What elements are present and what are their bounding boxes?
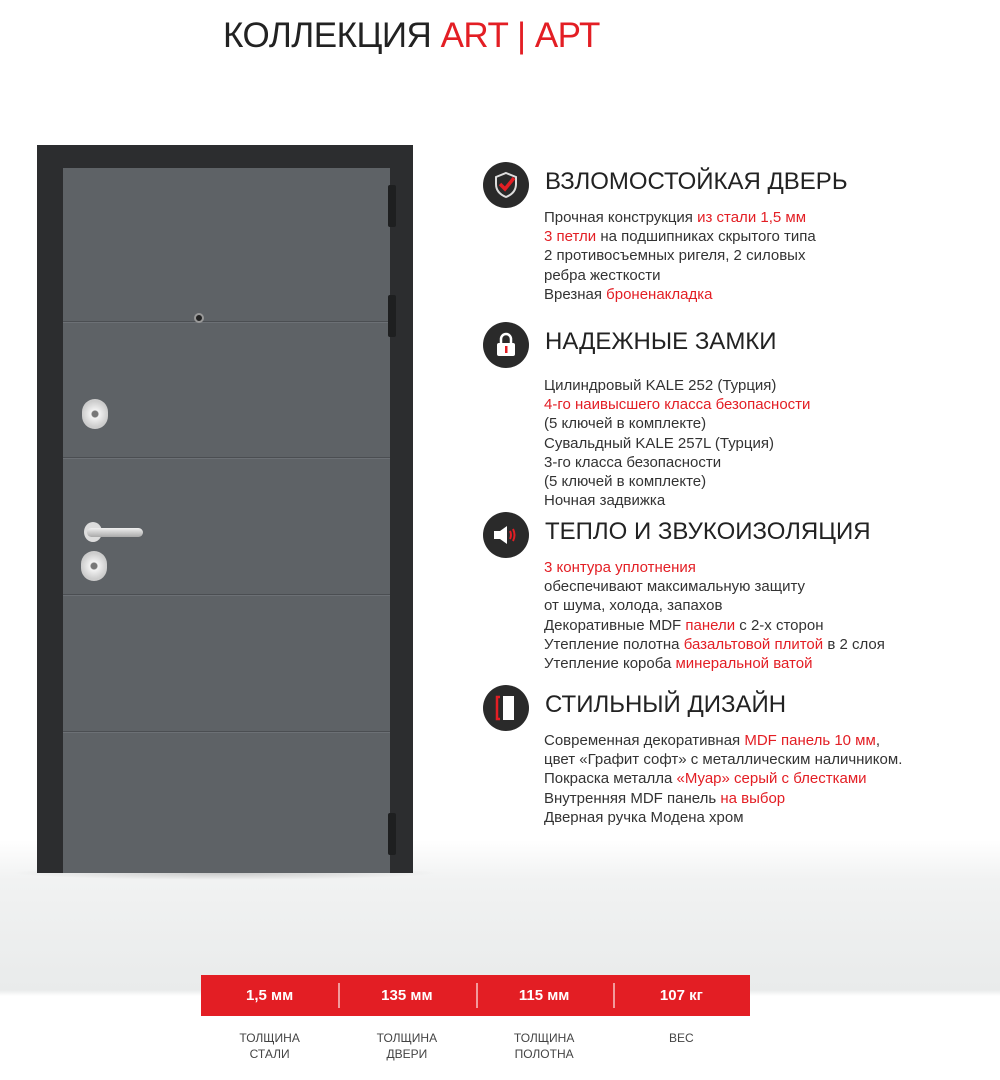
feature-line [544, 616, 885, 635]
feature-heading: ТЕПЛО И ЗВУКОИЗОЛЯЦИЯ [545, 518, 871, 545]
feature-line [544, 285, 816, 304]
feature-line [544, 472, 810, 491]
text: Внутренняя MDF панель [544, 789, 721, 807]
text: (5 ключей в комплекте) [544, 415, 707, 433]
text: Покраска металла [544, 770, 677, 788]
feature-description [544, 208, 816, 304]
text: с 2-х сторон [735, 616, 824, 634]
text: Прочная конструкция [544, 209, 698, 226]
feature-line [544, 453, 810, 472]
spec-value: 1,5 мм [246, 987, 294, 1004]
feature-description [544, 731, 902, 827]
title-accent: ART | АРТ [440, 16, 600, 55]
peephole [194, 313, 204, 323]
text: , [875, 732, 880, 749]
feature-heading: ВЗЛОМОСТОЙКАЯ ДВЕРЬ [545, 168, 848, 195]
feature-line [544, 654, 885, 673]
highlight-text: на выбор [720, 789, 786, 807]
door-icon [483, 685, 529, 731]
feature-line [544, 266, 816, 285]
door-handle [87, 528, 143, 537]
feature-line [544, 635, 885, 654]
cylinder-lock [82, 399, 108, 429]
feature-line [544, 395, 810, 414]
panel-seam [63, 457, 390, 459]
highlight-text: «Муар» серый с блестками [676, 770, 867, 788]
highlight-text: базальтовой плитой [683, 635, 824, 653]
highlight-text: 4-го наивысшего класса безопасности [544, 396, 811, 414]
text: Врезная [544, 285, 607, 303]
hinge [388, 295, 396, 337]
feature-line [544, 246, 816, 265]
spec-labels [201, 1030, 750, 1062]
door-leaf [63, 168, 390, 873]
panel-seam [63, 321, 390, 323]
text: Декоративные MDF [544, 616, 686, 634]
feature-heading: СТИЛЬНЫЙ ДИЗАЙН [545, 691, 787, 718]
feature-heading: НАДЕЖНЫЕ ЗАМКИ [545, 328, 777, 355]
spec-label: ТОЛЩИНА ДВЕРИ [376, 1031, 438, 1061]
title-main: КОЛЛЕКЦИЯ [223, 16, 432, 55]
feature-line [544, 577, 885, 596]
speaker-icon [483, 512, 529, 558]
feature-description [544, 558, 885, 673]
text: 2 противосъемных ригеля, 2 силовых [544, 247, 806, 265]
padlock-icon [483, 322, 529, 368]
highlight-text: 3 контура уплотнения [544, 559, 696, 576]
highlight-text: минеральной ватой [675, 655, 813, 673]
hinge [388, 185, 396, 227]
text: обеспечивают максимальную защиту [544, 578, 806, 596]
text: Утепление полотна [544, 635, 684, 653]
highlight-text: броненакладка [606, 285, 713, 303]
panel-seam [63, 731, 390, 733]
feature-line [544, 808, 902, 827]
feature-description [544, 376, 810, 510]
spec-label: ТОЛЩИНА ПОЛОТНА [513, 1031, 575, 1061]
highlight-text: 3 петли [544, 228, 597, 246]
page-title [223, 16, 600, 56]
door-image [37, 145, 413, 873]
feature-line [544, 731, 902, 750]
hinge [388, 813, 396, 855]
feature-line [544, 596, 885, 615]
spec-bar [201, 975, 750, 1016]
feature-line [544, 789, 902, 808]
text: цвет «Графит софт» с металлическим наличником. [544, 751, 903, 769]
text: (5 ключей в комплекте) [544, 473, 707, 491]
text: Современная декоративная [544, 732, 745, 749]
text: Ночная задвижка [544, 492, 666, 510]
feature-line [544, 414, 810, 433]
feature-line [544, 769, 902, 788]
spec-label: ТОЛЩИНА СТАЛИ [239, 1031, 300, 1061]
spec-value: 115 мм [476, 975, 613, 1016]
text: на подшипниках скрытого типа [596, 228, 816, 246]
text: от шума, холода, запахов [544, 597, 723, 615]
panel-seam [63, 594, 390, 596]
text: ребра жесткости [544, 266, 661, 284]
lever-lock [81, 551, 107, 581]
spec-value: 135 мм [338, 975, 475, 1016]
feature-line [544, 491, 810, 510]
text: Дверная ручка Модена хром [544, 808, 744, 826]
text: в 2 слоя [823, 635, 885, 653]
feature-line [544, 434, 810, 453]
feature-line [544, 750, 902, 769]
feature-line [544, 227, 816, 246]
text: Цилиндровый KALE 252 (Турция) [544, 377, 777, 394]
text: Сувальдный KALE 257L (Турция) [544, 434, 774, 452]
feature-line [544, 376, 810, 395]
feature-line [544, 208, 816, 227]
feature-line [544, 558, 885, 577]
highlight-text: панели [685, 616, 736, 634]
highlight-text: MDF панель 10 мм [744, 732, 876, 749]
text: Утепление короба [544, 655, 676, 673]
spec-label: ВЕС [669, 1031, 694, 1045]
text: 3-го класса безопасности [544, 453, 722, 471]
spec-value: 107 кг [613, 975, 750, 1016]
shield-check-icon [483, 162, 529, 208]
highlight-text: из стали 1,5 мм [697, 209, 807, 226]
